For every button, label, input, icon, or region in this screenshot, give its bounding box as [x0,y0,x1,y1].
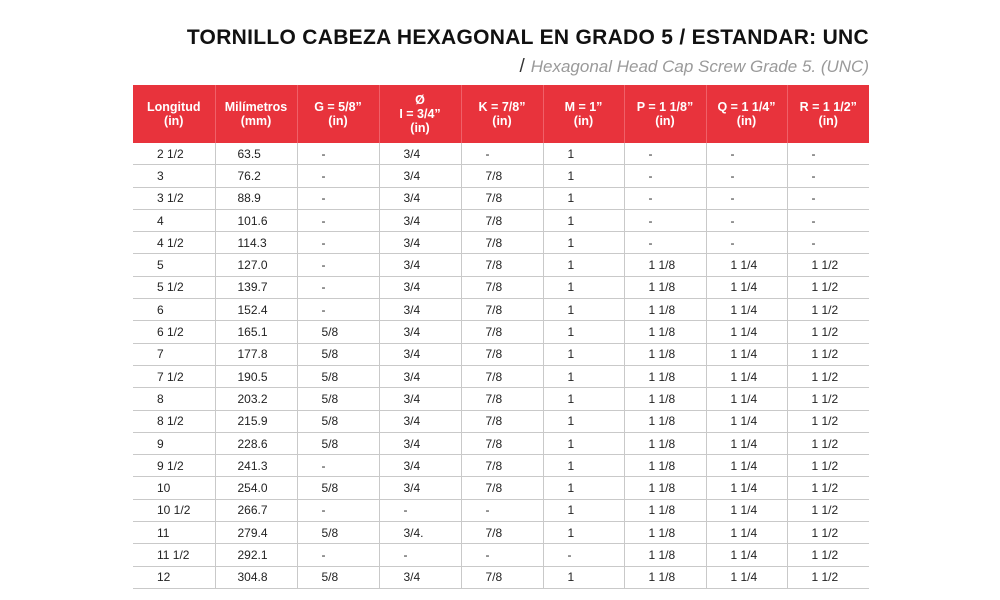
table-row [133,276,869,298]
table-cell: 3/4 [379,566,461,588]
table-cell: 1 1/8 [624,321,706,343]
table-cell: 1 1/2 [787,566,869,588]
table-cell: 1 1/8 [624,299,706,321]
table-cell: 304.8 [215,566,297,588]
table-cell: 7/8 [461,410,543,432]
table-row [133,232,869,254]
table-cell: 1 [543,209,624,231]
table-cell: 7/8 [461,321,543,343]
table-body [133,143,869,588]
table-cell: - [461,544,543,566]
table-cell: 7/8 [461,522,543,544]
table-cell: 4 [133,209,215,231]
table-cell: 3/4 [379,365,461,387]
table-cell: - [706,232,787,254]
table-cell: - [461,143,543,165]
table-cell: - [787,165,869,187]
table-cell: 1 1/2 [787,299,869,321]
column-header [133,85,215,143]
table-cell: 254.0 [215,477,297,499]
table-cell: 1 [543,299,624,321]
table-cell: 5/8 [297,432,379,454]
column-header-line: Longitud [147,100,201,114]
table-row [133,321,869,343]
table-row [133,544,869,566]
table-row [133,365,869,387]
table-cell: 7/8 [461,365,543,387]
table-cell: 266.7 [215,499,297,521]
table-cell: 152.4 [215,299,297,321]
table-cell: 139.7 [215,276,297,298]
table-cell: 1 1/8 [624,432,706,454]
table-cell: 1 1/8 [624,477,706,499]
table-cell: 5/8 [297,365,379,387]
table-cell: 7/8 [461,254,543,276]
table-cell: 1 1/4 [706,477,787,499]
table-cell: - [624,187,706,209]
table-cell: 292.1 [215,544,297,566]
table-cell: 12 [133,566,215,588]
table-cell: 1 [543,165,624,187]
column-header-line: (in) [410,121,430,135]
column-header [297,85,379,143]
table-cell: 1 1/4 [706,299,787,321]
table-cell: 5/8 [297,343,379,365]
table-cell: - [787,232,869,254]
table-cell: - [379,499,461,521]
table-cell: 7/8 [461,343,543,365]
table-cell: 3/4 [379,299,461,321]
table-cell: 7/8 [461,299,543,321]
table-cell: 11 [133,522,215,544]
table-cell: 3/4 [379,232,461,254]
table-cell: 5/8 [297,522,379,544]
table-cell: 1 1/2 [787,388,869,410]
table-cell: - [297,499,379,521]
table-cell: 8 [133,388,215,410]
table-cell: 5/8 [297,410,379,432]
table-cell: 228.6 [215,432,297,454]
table-cell: 1 1/4 [706,499,787,521]
table-cell: - [624,165,706,187]
table-cell: 1 [543,321,624,343]
table-cell: 1 1/2 [787,455,869,477]
column-header [379,85,461,143]
table-cell: - [624,232,706,254]
table-cell: 1 [543,455,624,477]
table-cell: 5 [133,254,215,276]
table-cell: - [379,544,461,566]
table-cell: 3/4 [379,388,461,410]
table-cell: 1 1/4 [706,321,787,343]
table-cell: 7/8 [461,276,543,298]
table-cell: - [297,187,379,209]
table-row [133,143,869,165]
table-cell: 1 1/8 [624,544,706,566]
table-cell: - [706,143,787,165]
table-cell: - [297,209,379,231]
table-cell: 177.8 [215,343,297,365]
table-cell: 1 [543,143,624,165]
table-cell: - [297,544,379,566]
table-cell: 1 [543,566,624,588]
table-cell: 1 1/8 [624,410,706,432]
table-cell: 3/4 [379,343,461,365]
table-cell: 1 1/2 [787,522,869,544]
table-cell: - [297,254,379,276]
column-header-line: (in) [492,114,512,128]
table-cell: 1 1/2 [787,499,869,521]
spec-table [133,85,869,589]
table-cell: 1 1/2 [787,276,869,298]
column-header [787,85,869,143]
table-cell: - [787,187,869,209]
table-cell: - [624,209,706,231]
table-cell: 3/4 [379,209,461,231]
subtitle-text: Hexagonal Head Cap Screw Grade 5. (UNC) [530,57,869,76]
table-cell: 11 1/2 [133,544,215,566]
table-row [133,388,869,410]
table-cell: 5/8 [297,388,379,410]
table-cell: 1 [543,254,624,276]
table-cell: 7 [133,343,215,365]
table-cell: 1 1/4 [706,455,787,477]
table-row [133,499,869,521]
table-cell: 1 [543,343,624,365]
header-row [133,85,869,143]
table-cell: 1 1/8 [624,365,706,387]
column-header [215,85,297,143]
table-cell: 6 1/2 [133,321,215,343]
table-cell: 1 [543,388,624,410]
column-header-line: I = 3/4” [399,107,441,121]
table-cell: 165.1 [215,321,297,343]
table-cell: 7/8 [461,455,543,477]
table-cell: 2 1/2 [133,143,215,165]
table-cell: 241.3 [215,455,297,477]
table-row [133,165,869,187]
table-cell: - [297,276,379,298]
table-cell: 7 1/2 [133,365,215,387]
table-row [133,209,869,231]
table-cell: 9 1/2 [133,455,215,477]
table-cell: 3/4 [379,165,461,187]
table-cell: - [297,165,379,187]
page-subtitle [519,56,869,78]
table-cell: 3/4. [379,522,461,544]
table-cell: 4 1/2 [133,232,215,254]
table-cell: - [706,209,787,231]
column-header-line: (in) [328,114,348,128]
table-cell: 7/8 [461,432,543,454]
table-cell: 1 1/8 [624,566,706,588]
table-cell: - [624,143,706,165]
table-cell: 1 [543,276,624,298]
table-row [133,522,869,544]
table-cell: - [461,499,543,521]
table-cell: 6 [133,299,215,321]
table-cell: - [787,143,869,165]
table-row [133,566,869,588]
table-cell: - [706,187,787,209]
table-cell: 1 1/4 [706,276,787,298]
table-cell: 1 1/2 [787,410,869,432]
table-row [133,299,869,321]
table-cell: 1 [543,410,624,432]
table-row [133,455,869,477]
table-cell: 1 [543,187,624,209]
table-cell: - [297,299,379,321]
table-cell: 279.4 [215,522,297,544]
table-cell: 1 1/2 [787,321,869,343]
table-cell: 88.9 [215,187,297,209]
table-cell: 1 1/2 [787,254,869,276]
table-cell: 215.9 [215,410,297,432]
table-cell: 1 1/4 [706,522,787,544]
table-cell: 1 1/4 [706,410,787,432]
table-cell: 3/4 [379,432,461,454]
table-cell: 5/8 [297,566,379,588]
table-cell: 114.3 [215,232,297,254]
column-header [624,85,706,143]
table-cell: 5/8 [297,321,379,343]
table-row [133,254,869,276]
table-cell: 1 1/4 [706,544,787,566]
table-row [133,343,869,365]
table-cell: 1 1/4 [706,432,787,454]
table-cell: 127.0 [215,254,297,276]
column-header-line: Ø [415,93,425,107]
table-cell: 1 [543,499,624,521]
table-cell: 1 1/8 [624,254,706,276]
table-cell: 1 1/2 [787,365,869,387]
table-cell: 9 [133,432,215,454]
table-cell: 1 1/8 [624,455,706,477]
table-cell: - [297,455,379,477]
table-cell: - [297,232,379,254]
table-cell: 7/8 [461,187,543,209]
table-cell: 10 1/2 [133,499,215,521]
table-cell: - [543,544,624,566]
table-cell: 1 1/4 [706,388,787,410]
table-cell: 1 1/4 [706,254,787,276]
column-header-line: Milímetros [224,100,288,114]
table-cell: 3/4 [379,455,461,477]
column-header-line: R = 1 1/2” [799,100,857,114]
column-header-line: Q = 1 1/4” [717,100,776,114]
subtitle-slash: / [519,56,525,77]
column-header-line: P = 1 1/8” [636,100,694,114]
table-cell: 1 [543,477,624,499]
table-cell: 63.5 [215,143,297,165]
column-header-line: (in) [818,114,838,128]
table-cell: 203.2 [215,388,297,410]
table-cell: 7/8 [461,566,543,588]
table-cell: 1 1/2 [787,432,869,454]
table-cell: 3/4 [379,143,461,165]
table-cell: 5/8 [297,477,379,499]
table-cell: 7/8 [461,477,543,499]
table-cell: 3 [133,165,215,187]
table-cell: 1 1/2 [787,477,869,499]
table-cell: 7/8 [461,165,543,187]
table-cell: 3/4 [379,410,461,432]
page-title: TORNILLO CABEZA HEXAGONAL EN GRADO 5 / ESTANDAR: UNC [186,26,869,49]
table-cell: 3/4 [379,187,461,209]
table-row [133,410,869,432]
table-cell: 1 1/4 [706,343,787,365]
table-cell: 1 1/8 [624,276,706,298]
table-cell: 5 1/2 [133,276,215,298]
table-cell: 8 1/2 [133,410,215,432]
table-cell: 101.6 [215,209,297,231]
column-header [706,85,787,143]
table-cell: 7/8 [461,232,543,254]
table-cell: 1 1/8 [624,343,706,365]
column-header [461,85,543,143]
table-cell: 1 [543,365,624,387]
table-cell: 1 [543,232,624,254]
table-cell: 10 [133,477,215,499]
table-cell: 1 [543,522,624,544]
table-cell: 3 1/2 [133,187,215,209]
table-cell: 1 [543,432,624,454]
table-cell: - [706,165,787,187]
table-row [133,187,869,209]
table-cell: 7/8 [461,388,543,410]
table-cell: 3/4 [379,276,461,298]
table-row [133,432,869,454]
table-cell: 1 1/8 [624,499,706,521]
column-header [543,85,624,143]
table-cell: 3/4 [379,477,461,499]
column-header-line: (in) [573,114,594,128]
table-cell: 3/4 [379,321,461,343]
table-cell: 3/4 [379,254,461,276]
column-header-line: (mm) [240,114,272,128]
column-header-line: G = 5/8” [314,100,362,114]
table-cell: 1 1/4 [706,365,787,387]
table-row [133,477,869,499]
table-cell: 1 1/2 [787,544,869,566]
table-cell: 1 1/8 [624,388,706,410]
column-header-line: M = 1” [564,100,603,114]
table-cell: 190.5 [215,365,297,387]
column-header-line: (in) [736,114,757,128]
table-cell: 1 1/2 [787,343,869,365]
column-header-line: K = 7/8” [478,100,526,114]
table-cell: 1 1/8 [624,522,706,544]
column-header-line: (in) [655,114,675,128]
table-cell: 76.2 [215,165,297,187]
table-cell: 1 1/4 [706,566,787,588]
table-cell: 7/8 [461,209,543,231]
column-header-line: (in) [164,114,184,128]
table-cell: - [297,143,379,165]
table-cell: - [787,209,869,231]
